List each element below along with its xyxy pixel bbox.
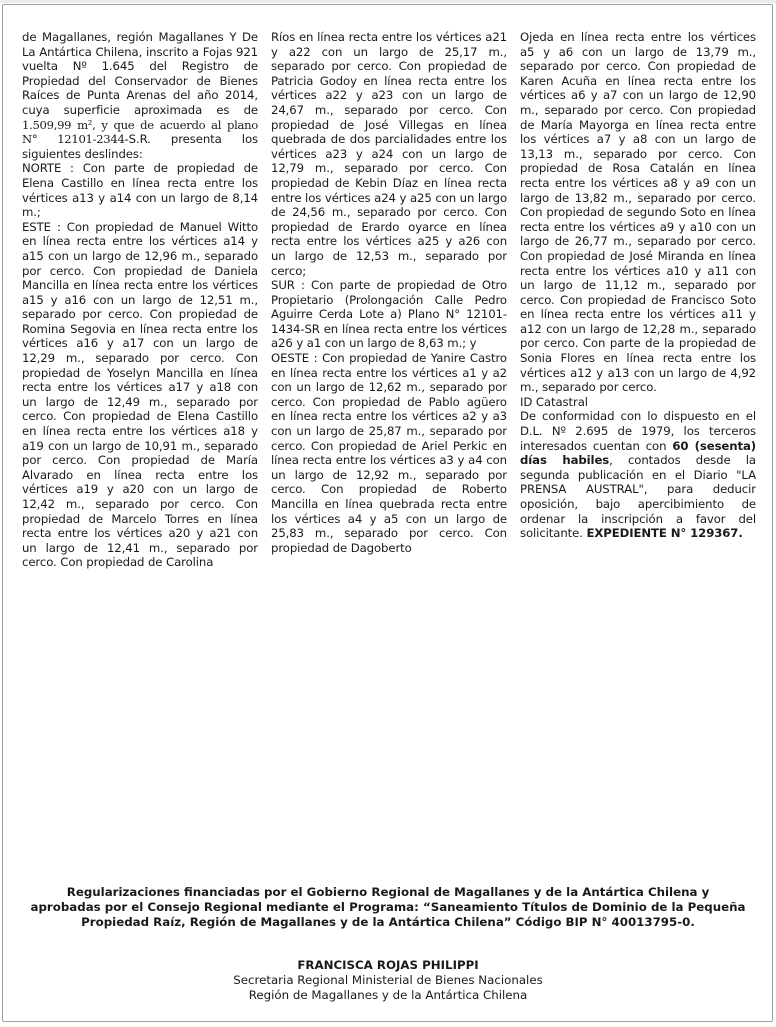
norte-paragraph: NORTE : Con parte de propiedad de Elena Castillo en línea recta entre los vértices a13 y a14 con un largo de 8,14 m.; (22, 161, 258, 220)
column-2 (271, 30, 507, 595)
id-catastral-label: ID Catastral (520, 394, 588, 409)
intro-area-text: 1.509,99 m², y que de acuerdo al plano N° 12101-2344 (22, 117, 258, 147)
plazo-dias-text: 60 (sesenta) días habiles (520, 438, 756, 468)
signature-block (100, 958, 676, 1003)
conformidad-paragraph (520, 409, 756, 540)
expediente-number: EXPEDIENTE N° 129367. (586, 526, 743, 541)
intro-text: de Magallanes, región Magallanes Y De La Antártica Chilena, inscrito a Fojas 921 vuelta Nº 1.645 del Registro de Propiedad del Conservador de Bienes Raíces de Punta Arenas del año 2014, cuya superficie aproximada es de (22, 30, 258, 117)
financing-notice: Regularizaciones financiadas por el Gobierno Regional de Magallanes y de la Antártica Chilena y aprobadas por el Consejo Regional mediante el Programa: “Saneamiento Títulos de Dominio de la Pequeña Propiedad Raíz, Región de Magallanes y de la Antártica Chilena” Código BIP N° 40013795-0. (30, 885, 746, 929)
sur-paragraph: SUR : Con parte de propiedad de Otro Propietario (Prolongación Calle Pedro Aguirre Cerda Lote a) Plano N° 12101-1434-SR en línea recta entre los vértices a26 y a1 con un largo de 8,63 m.; y (271, 278, 507, 351)
text-columns (22, 30, 756, 595)
column-1 (22, 30, 258, 595)
conformidad-text-2: , contados desde la segunda publicación en el Diario "LA PRENSA AUSTRAL", para deducir oposición, bajo apercibimiento de ordenar la inscripción a favor del solicitante. (520, 453, 756, 541)
conformidad-text: De conformidad con lo dispuesto en el D.L. Nº 2.695 de 1979, los terceros interesados cuentan con (520, 409, 756, 453)
signer-name: FRANCISCA ROJAS PHILIPPI (297, 958, 479, 972)
column-3 (520, 30, 756, 595)
oeste-paragraph: OESTE : Con propiedad de Yanire Castro en línea recta entre los vértices a1 y a2 con un largo de 12,62 m., separado por cerco. Con propiedad de Pablo agüero en línea recta entre los vértices a2 y a3 con un largo de 25,87 m., separado por cerco. Con propiedad de Ariel Perkic en línea recta entre los vértices a3 y a4 con un largo de 12,92 m., separado por cerco. Con propiedad de Roberto Mancilla en línea quebrada recta entre los vértices a4 y a5 con un largo de 25,83 m., separado por cerco. Con propiedad de Dagoberto (271, 351, 507, 555)
intro-paragraph (22, 30, 258, 161)
signer-title: Secretaria Regional Ministerial de Bienes Nacionales (233, 973, 543, 987)
oeste-continued-paragraph: Ojeda en línea recta entre los vértices a5 y a6 con un largo de 13,79 m., separado por cerco. Con propiedad de Karen Acuña en línea recta entre los vértices a6 y a7 con un largo de 12,90 m., separado por cerco. Con propiedad de María Mayorga en línea recta entre los vértices a7 y a8 con un largo de 13,13 m., separado por cerco. Con propiedad de Rosa Catalán en línea recta entre los vértices a8 y a9 con un largo de 13,82 m., separado por cerco. Con propiedad de segundo Soto en línea recta entre los vértices a9 y a10 con un largo de 26,77 m., separado por cerco. Con propiedad de José Miranda en línea recta entre los vértices a10 y a11 con un largo de 11,12 m., separado por cerco. Con propiedad de Francisco Soto en línea recta entre los vértices a11 y a12 con un largo de 12,28 m., separado por cerco. Con parte de la propiedad de Sonia Flores en línea recta entre los vértices a12 y a13 con un largo de 4,92 m., separado por cerco. (520, 30, 756, 395)
este-paragraph: ESTE : Con propiedad de Manuel Witto en línea recta entre los vértices a14 y a15 con un largo de 12,96 m., separado por cerco. Con propiedad de Daniela Mancilla en línea recta entre los vértices a15 y a16 con un largo de 12,51 m., separado por cerco. Con propiedad de Romina Segovia en línea recta entre los vértices a16 y a17 con un largo de 12,29 m., separado por cerco. Con propiedad de Yoselyn Mancilla en línea recta entre los vértices a17 y a18 con un largo de 12,49 m., separado por cerco. Con propiedad de Elena Castillo en línea recta entre los vértices a18 y a19 con un largo de 10,91 m., separado por cerco. Con propiedad de María Alvarado en línea recta entre los vértices a19 y a20 con un largo de 12,42 m., separado por cerco. Con propiedad de Marcelo Torres en línea recta entre los vértices a20 y a21 con un largo de 12,41 m., separado por cerco. Con propiedad de Carolina (22, 219, 258, 570)
signer-region: Región de Magallanes y de la Antártica Chilena (248, 988, 528, 1002)
intro-deslindes-text: -S.R. presenta los siguientes deslindes: (22, 132, 258, 161)
top-rule (0, 0, 776, 3)
este-continued-paragraph: Ríos en línea recta entre los vértices a21 y a22 con un largo de 25,17 m., separado por cerco. Con propiedad de Patricia Godoy en línea recta entre los vértices a22 y a23 con un largo de 24,67 m., separado por cerco. Con propiedad de José Villegas en línea quebrada de dos parcialidades entre los vértices a23 y a24 con un largo de 12,79 m., separado por cerco. Con propiedad de Kebin Díaz en línea recta entre los vértices a24 y a25 con un largo de 24,56 m., separado por cerco. Con propiedad de Erardo oyarce en línea recta entre los vértices a25 y a26 con un largo de 12,53 m., separado por cerco; (271, 30, 507, 278)
